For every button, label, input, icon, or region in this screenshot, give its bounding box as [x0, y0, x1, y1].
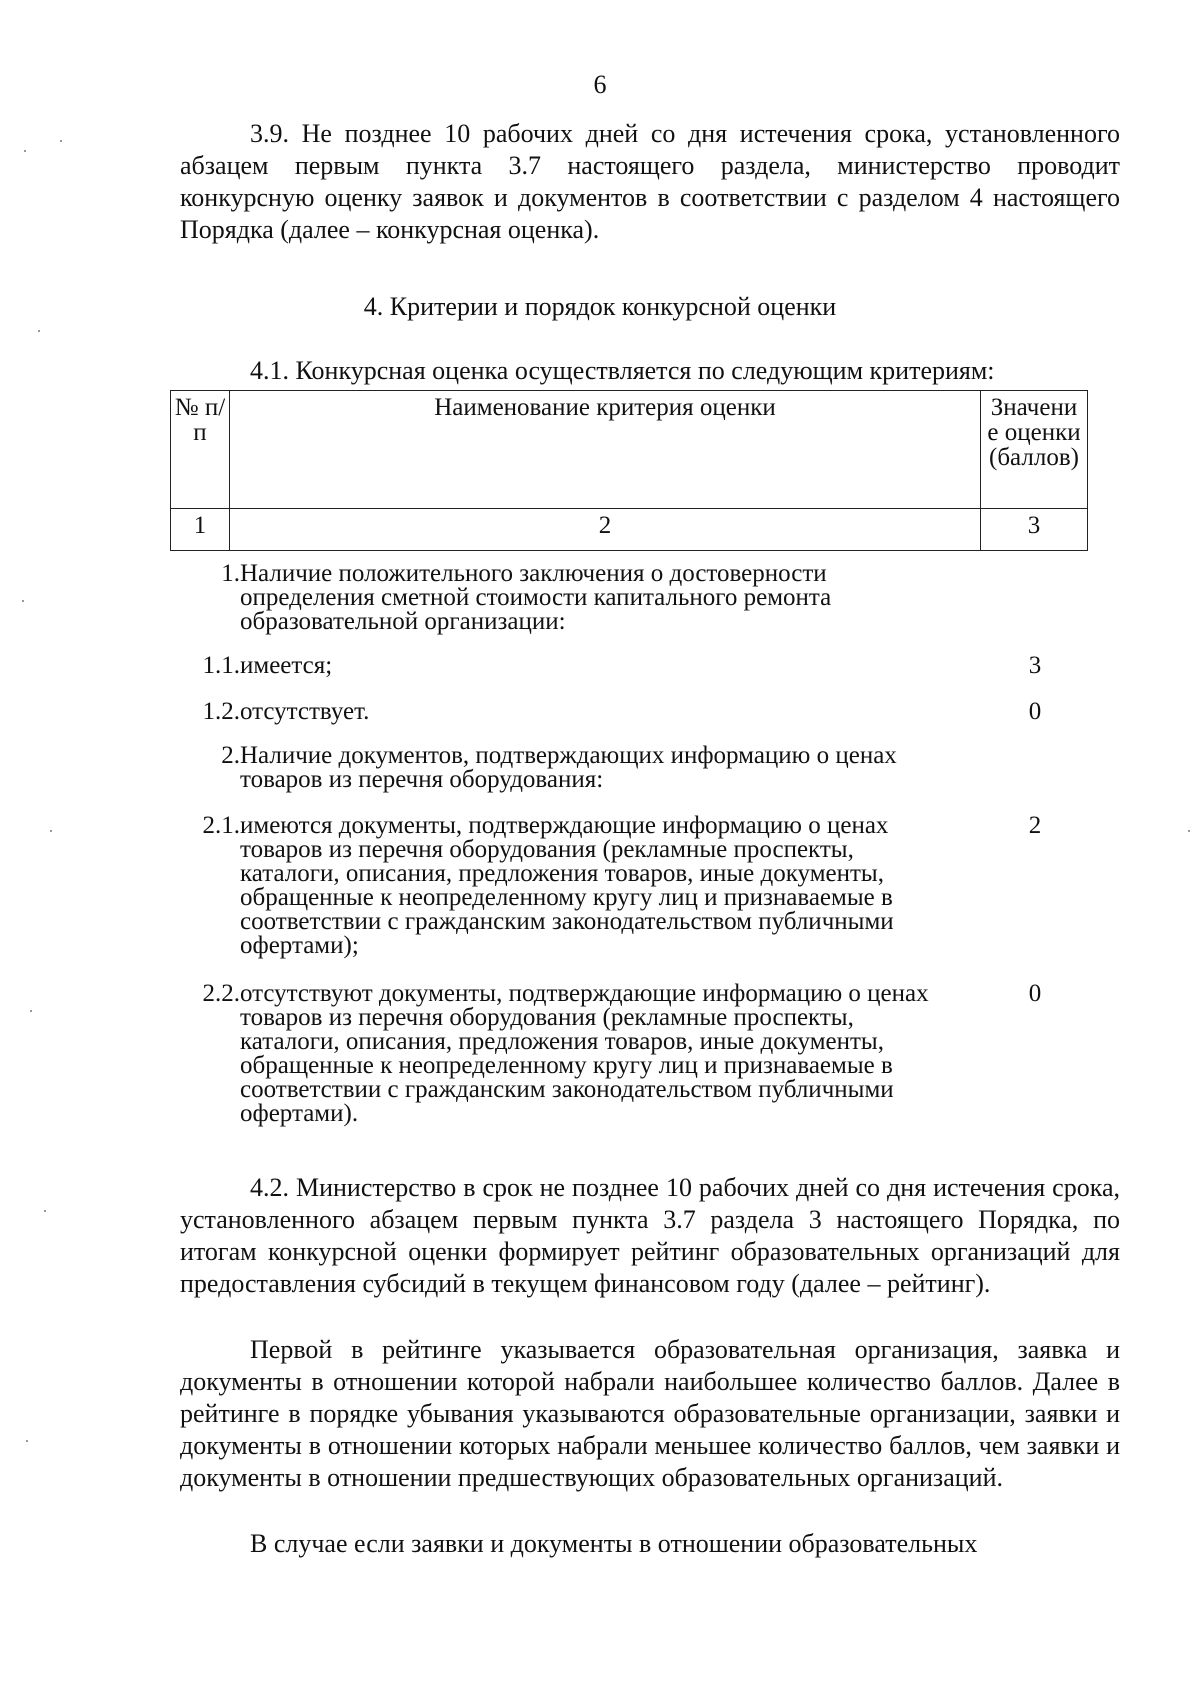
criterion-text: отсутствует.: [240, 698, 370, 725]
scan-speck: [24, 150, 26, 152]
criterion-number: 2.2.: [202, 980, 240, 1007]
paragraph-rating-first: Первой в рейтинге указывается образовательная организация, заявка и документы в отношении которой набрали наибольшее количество баллов. Далее в рейтинге в порядке убывания указываются образовательные организации, заявки и документы в отношении которых набрали меньшее количество баллов, чем заявки и документы в отношении предшествующих образовательных организаций.: [180, 1335, 1120, 1492]
scan-speck: [44, 1210, 46, 1212]
header-score: Значени е оценки (баллов): [981, 391, 1088, 509]
scan-speck: [50, 830, 52, 832]
criteria-table-header: [170, 390, 1088, 551]
criterion-text: имеются документы, подтверждающие информацию о ценах товаров из перечня оборудования (рекламные проспекты, каталоги, описания, предложения товаров, иные документы, обращенные к неопределенному кругу лиц и признаваемые в соответствии с гражданским законодательством публичными офертами);: [240, 812, 894, 959]
paragraph-4-1: 4.1. Конкурсная оценка осуществляется по следующим критериям:: [250, 356, 995, 385]
criterion-text: отсутствуют документы, подтверждающие информацию о ценах товаров из перечня оборудования (рекламные проспекты, каталоги, описания, предложения товаров, иные документы, обращенные к неопределенному кругу лиц и признаваемые в соответствии с гражданским законодательством публичными офертами).: [240, 980, 929, 1127]
criterion-text: имеется;: [240, 652, 333, 679]
criterion-score: 0: [1028, 698, 1042, 725]
scan-speck: [30, 1010, 32, 1012]
criterion-number: 2.1.: [202, 812, 240, 839]
criterion-text: Наличие положительного заключения о достоверности определения сметной стоимости капитального ремонта образовательной организации:: [240, 560, 832, 635]
criterion-score: 2: [1028, 812, 1042, 839]
paragraph-4-2: 4.2. Министерство в срок не позднее 10 рабочих дней со дня истечения срока, установленного абзацем первым пункта 3.7 раздела 3 настоящего Порядка, по итогам конкурсной оценки формирует рейтинг образовательных организаций для предоставления субсидий в текущем финансовом году (далее – рейтинг).: [180, 1173, 1120, 1298]
paragraph-in-case: В случае если заявки и документы в отношении образовательных: [250, 1529, 978, 1558]
column-number-2: 2: [230, 509, 981, 551]
criterion-number: 1.: [221, 560, 240, 587]
scan-speck: [38, 330, 40, 332]
scan-speck: [26, 1440, 28, 1442]
criterion-number: 1.2.: [202, 698, 240, 725]
page-number: 6: [593, 70, 607, 99]
column-number-1: 1: [171, 509, 230, 551]
header-number: № п/п: [171, 391, 230, 509]
criterion-text: Наличие документов, подтверждающих информацию о ценах товаров из перечня оборудования:: [240, 742, 897, 793]
criterion-score: 3: [1028, 652, 1042, 679]
paragraph-3-9: 3.9. Не позднее 10 рабочих дней со дня истечения срока, установленного абзацем первым пункта 3.7 настоящего раздела, министерство проводит конкурсную оценку заявок и документов в соответствии с разделом 4 настоящего Порядка (далее – конкурсная оценка).: [180, 119, 1120, 244]
criterion-score: 0: [1028, 980, 1042, 1007]
criterion-number: 1.1.: [202, 652, 240, 679]
scan-speck: [1188, 830, 1190, 832]
section-heading: 4. Критерии и порядок конкурсной оценки: [363, 292, 837, 321]
scan-speck: [22, 600, 24, 602]
column-number-3: 3: [981, 509, 1088, 551]
scan-speck: [60, 140, 62, 142]
criterion-number: 2.: [221, 742, 240, 769]
header-criterion-name: Наименование критерия оценки: [230, 391, 981, 509]
